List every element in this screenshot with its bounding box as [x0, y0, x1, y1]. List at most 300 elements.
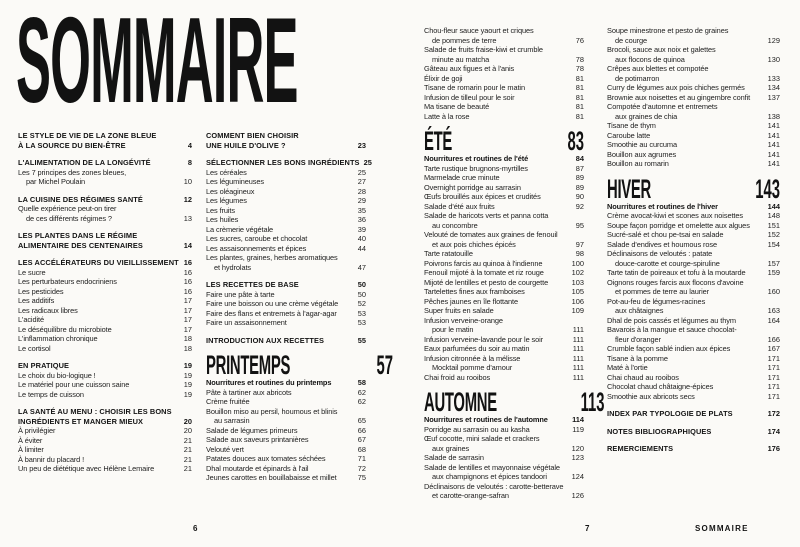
entry-page-number: 44 — [357, 243, 366, 253]
toc-entry-row — [206, 141, 366, 151]
entry-page-number: 19 — [183, 389, 192, 399]
entry-page-number: 143 — [755, 173, 780, 204]
toc-column-1 — [18, 131, 192, 474]
entry-label: Tisane à la pomme — [607, 353, 668, 363]
entry-page-number: 25 — [357, 167, 366, 177]
section-heading — [607, 444, 780, 454]
toc-entry — [424, 425, 584, 435]
entry-label: À privilégier — [18, 426, 56, 435]
entry-page-number: 20 — [183, 426, 192, 435]
section-heading — [18, 361, 192, 371]
entry-label: Le sucre — [18, 267, 46, 277]
entry-page-number: 130 — [767, 54, 780, 64]
toc-entry — [424, 354, 584, 364]
toc-entry — [424, 112, 584, 122]
entry-label: La crèmerie végétale — [206, 224, 274, 234]
entry-page-number: 172 — [767, 409, 780, 418]
entry-page-number: 98 — [575, 249, 584, 258]
toc-entry-row — [206, 407, 366, 417]
toc-entry-row — [607, 74, 780, 84]
entry-label: douce-carotte et courge-spiruline — [615, 258, 720, 268]
toc-entry-row — [424, 64, 584, 74]
toc-entry-row — [424, 230, 584, 240]
toc-entry-row — [424, 83, 584, 93]
toc-entry — [607, 249, 780, 268]
toc-entry — [424, 192, 584, 202]
entry-label: aux graines — [432, 443, 470, 453]
toc-entry — [18, 268, 192, 278]
entry-page-number: 16 — [183, 286, 192, 296]
toc-entry — [206, 464, 366, 474]
entry-label: Tisane de romarin pour le matin — [424, 83, 525, 92]
toc-entry-row — [424, 278, 584, 288]
entry-label: INGRÉDIENTS ET MANGER MIEUX — [18, 416, 144, 426]
toc-entry — [206, 215, 366, 225]
toc-entry-row — [424, 102, 584, 112]
season-heading — [424, 126, 584, 156]
entry-page-number: 171 — [767, 353, 780, 363]
toc-entry — [607, 45, 780, 64]
entry-page-number: 17 — [183, 296, 192, 305]
entry-page-number: 21 — [183, 435, 192, 445]
toc-entry-row — [424, 221, 584, 231]
toc-entry-row — [424, 112, 584, 122]
entry-label: Bouillon au romarin — [607, 159, 669, 168]
toc-entry-row — [206, 388, 366, 398]
entry-page-number: 133 — [767, 73, 780, 83]
toc-entry — [18, 277, 192, 287]
toc-entry — [607, 354, 780, 364]
entry-label: Les fruits — [206, 205, 235, 215]
entry-label: Les pesticides — [18, 286, 64, 296]
entry-label: et aux pois chiches épicés — [432, 239, 516, 249]
entry-page-number: 120 — [571, 443, 584, 453]
entry-page-number: 58 — [357, 378, 366, 387]
toc-entry-row — [424, 434, 584, 444]
entry-page-number: 8 — [187, 158, 192, 167]
toc-entry-row — [607, 354, 780, 364]
toc-entry-row — [424, 306, 584, 316]
entry-label: LES RECETTES DE BASE — [206, 280, 299, 289]
toc-entry-row — [206, 225, 366, 235]
toc-entry-row — [424, 45, 584, 55]
entry-label: Chai chaud au rooibos — [607, 372, 679, 382]
entry-page-number: 160 — [767, 287, 780, 296]
entry-label: Salade de légumes primeurs — [206, 425, 298, 435]
entry-page-number: 141 — [767, 140, 780, 149]
toc-entry-row — [206, 187, 366, 197]
toc-entry — [206, 388, 366, 398]
entry-page-number: 71 — [357, 454, 366, 463]
toc-entry — [424, 211, 584, 230]
toc-entry — [424, 202, 584, 212]
toc-entry-row — [206, 131, 366, 141]
entry-page-number: 78 — [575, 54, 584, 64]
entry-page-number: 18 — [183, 343, 192, 353]
toc-entry — [206, 318, 366, 328]
entry-label: UNE HUILE D'OLIVE ? — [206, 140, 286, 150]
entry-label: Les assaisonnements et épices — [206, 243, 307, 253]
entry-page-number: 95 — [575, 220, 584, 230]
entry-page-number: 16 — [183, 267, 192, 277]
toc-entry-row — [607, 64, 780, 74]
toc-entry — [607, 211, 780, 221]
entry-page-number: 105 — [571, 287, 584, 296]
entry-label: Curry de légumes aux pois chiches germés — [607, 83, 745, 92]
entry-label: À bannir du placard ! — [18, 454, 85, 464]
entry-label: par Michel Poulain — [26, 177, 85, 186]
toc-entry-row — [424, 453, 584, 463]
entry-label: Tarte ratatouille — [424, 249, 473, 258]
toc-entry — [424, 434, 584, 453]
entry-page-number: 10 — [183, 177, 192, 186]
toc-entry-row — [424, 173, 584, 183]
toc-entry-row — [424, 164, 584, 174]
toc-entry-row — [424, 211, 584, 221]
section-heading — [607, 427, 780, 437]
entry-label: aux flocons de quinoa — [615, 54, 685, 64]
entry-label: Velouté de tomates aux graines de fenouil — [424, 230, 558, 239]
entry-label: Smoothie au curcuma — [607, 140, 677, 149]
entry-page-number: 68 — [357, 444, 366, 454]
entry-page-number: 89 — [575, 182, 584, 192]
entry-label: aux champignons et épices tandoori — [432, 472, 547, 481]
toc-entry-row — [206, 454, 366, 464]
entry-page-number: 90 — [575, 192, 584, 201]
entry-page-number: 81 — [575, 83, 584, 92]
entry-page-number: 50 — [357, 280, 366, 289]
toc-entry-row — [607, 230, 780, 240]
entry-label: Salade aux saveurs printanières — [206, 435, 309, 444]
entry-label: INDEX PAR TYPOLOGIE DE PLATS — [607, 409, 733, 418]
toc-entry — [424, 74, 584, 84]
entry-page-number: 174 — [767, 426, 780, 436]
season-title: ÉTÉ — [424, 126, 453, 156]
entry-page-number: 171 — [767, 382, 780, 391]
entry-page-number: 28 — [357, 186, 366, 196]
entry-label: Mijoté de lentilles et pesto de courgette — [424, 277, 549, 287]
toc-entry-row — [18, 464, 192, 474]
toc-entry — [424, 344, 584, 354]
entry-label: Pêches jaunes en île flottante — [424, 296, 518, 306]
toc-entry — [424, 83, 584, 93]
toc-entry-row — [18, 436, 192, 446]
toc-entry — [18, 204, 192, 223]
toc-entry-row — [206, 158, 372, 168]
toc-entry-row — [607, 26, 780, 36]
entry-label: Les oléagineux — [206, 186, 255, 196]
entry-page-number: 19 — [183, 370, 192, 380]
entry-label: Patates douces aux tomates séchées — [206, 454, 326, 463]
entry-page-number: 29 — [357, 196, 366, 205]
toc-entry-row — [18, 407, 192, 417]
toc-entry-row — [206, 309, 366, 319]
entry-page-number: 89 — [575, 173, 584, 182]
entry-page-number: 4 — [187, 140, 192, 150]
toc-entry-row — [607, 259, 780, 269]
toc-entry-row — [607, 325, 780, 335]
toc-column-3 — [424, 26, 605, 501]
entry-label: Salade d'été aux fruits — [424, 201, 495, 211]
entry-label: Tartelettes fines aux framboises — [424, 287, 525, 296]
entry-label: Nourritures et routines de l'hiver — [607, 201, 718, 211]
toc-entry-row — [206, 234, 366, 244]
entry-page-number: 53 — [357, 308, 366, 318]
section-heading — [18, 231, 192, 250]
entry-page-number: 97 — [575, 239, 584, 249]
entry-label: Faire un assaisonnement — [206, 318, 287, 327]
entry-label: Porridge au sarrasin ou au kasha — [424, 424, 530, 434]
entry-page-number: 166 — [767, 334, 780, 344]
entry-label: Gâteau aux figues et à l'anis — [424, 64, 515, 73]
entry-label: Les plantes, graines, herbes aromatiques — [206, 253, 338, 262]
entry-label: Brownie aux noisettes et au gingembre confit — [607, 92, 751, 102]
entry-label: Déclinaisons de veloutés : carotte-betterave — [424, 481, 564, 491]
entry-label: Crumble façon sablé indien aux épices — [607, 344, 731, 353]
entry-page-number: 55 — [357, 335, 366, 345]
toc-entry-row — [607, 306, 780, 316]
entry-label: Le choix du bio-logique ! — [18, 370, 96, 380]
entry-label: Crème avocat-kiwi et scones aux noisettes — [607, 211, 743, 220]
entry-page-number: 159 — [767, 268, 780, 277]
toc-entry — [18, 315, 192, 325]
toc-entry — [607, 278, 780, 297]
toc-entry — [607, 325, 780, 344]
entry-page-number: 157 — [767, 258, 780, 268]
toc-entry-row — [206, 336, 366, 346]
toc-entry — [424, 102, 584, 112]
toc-entry-row — [607, 344, 780, 354]
toc-entry-row — [18, 390, 192, 400]
toc-entry-row — [18, 204, 192, 214]
toc-entry-row — [607, 444, 780, 454]
toc-entry-row — [424, 463, 584, 473]
toc-entry-row — [424, 26, 584, 36]
toc-entry — [607, 240, 780, 250]
entry-page-number: 16 — [183, 258, 192, 267]
toc-entry-row — [18, 177, 192, 187]
entry-label: Compotée d'automne et entremets — [607, 102, 718, 111]
entry-label: Salade de haricots verts et panna cotta — [424, 211, 549, 220]
entry-page-number: 17 — [183, 305, 192, 315]
entry-label: Les radicaux libres — [18, 305, 78, 315]
entry-label: Caroube latte — [607, 130, 651, 140]
entry-label: Bouillon miso au persil, houmous et blinis — [206, 406, 338, 416]
entry-label: INTRODUCTION AUX RECETTES — [206, 335, 325, 345]
toc-entry-row — [607, 121, 780, 131]
entry-page-number: 171 — [767, 363, 780, 372]
toc-entry-row — [206, 318, 366, 328]
toc-entry-row — [18, 277, 192, 287]
season-title: PRINTEMPS — [206, 350, 291, 380]
toc-entry-row — [206, 299, 366, 309]
toc-entry-row — [424, 482, 584, 492]
toc-entry — [607, 297, 780, 316]
toc-entry-row — [607, 278, 780, 288]
toc-entry — [424, 230, 584, 249]
toc-entry-row — [607, 249, 780, 259]
entry-page-number: 18 — [183, 334, 192, 343]
toc-entry — [18, 455, 192, 465]
section-heading — [18, 407, 192, 426]
entry-page-number: 66 — [357, 425, 366, 435]
toc-entry — [607, 150, 780, 160]
entry-page-number: 176 — [767, 444, 780, 453]
toc-entry — [18, 436, 192, 446]
entry-page-number: 62 — [357, 387, 366, 397]
season-title: HIVER — [607, 173, 652, 204]
toc-entry-row — [607, 373, 780, 383]
entry-label: Jeunes carottes en bouillabaisse et millet — [206, 473, 337, 482]
toc-entry-row — [18, 158, 192, 168]
right-page-number: 7 — [585, 524, 590, 533]
entry-page-number: 141 — [767, 121, 780, 130]
entry-label: Faire une boisson ou une crème végétale — [206, 299, 339, 308]
section-heading — [206, 131, 366, 150]
entry-label: ALIMENTAIRE DES CENTENAIRES — [18, 240, 143, 250]
entry-page-number: 78 — [575, 64, 584, 73]
entry-label: de pommes de terre — [432, 35, 497, 45]
toc-entry — [424, 64, 584, 74]
entry-label: Bouillon aux agrumes — [607, 149, 677, 159]
entry-label: Chou-fleur sauce yaourt et criques — [424, 26, 534, 35]
entry-label: Infusion de tilleul pour le soir — [424, 92, 515, 102]
entry-page-number: 102 — [571, 268, 584, 277]
entry-label: Tarte rustique brugnons-myrtilles — [424, 163, 528, 173]
toc-entry-row — [18, 168, 192, 178]
toc-entry-row — [18, 315, 192, 325]
entry-page-number: 12 — [183, 194, 192, 204]
toc-entry — [206, 454, 366, 464]
entry-label: Infusion citronnée à la mélisse — [424, 353, 521, 363]
entry-label: Le déséquilibre du microbiote — [18, 324, 112, 334]
entry-page-number: 65 — [357, 416, 366, 425]
entry-label: de ces différents régimes ? — [26, 213, 112, 223]
entry-page-number: 72 — [357, 463, 366, 473]
entry-label: Crème fruitée — [206, 397, 250, 406]
entry-page-number: 129 — [767, 35, 780, 45]
entry-page-number: 39 — [357, 224, 366, 234]
toc-entry-row — [206, 435, 366, 445]
entry-label: Les légumineuses — [206, 177, 264, 186]
toc-entry-row — [18, 195, 192, 205]
entry-page-number: 119 — [572, 424, 584, 434]
toc-entry — [18, 371, 192, 381]
entry-label: Le cortisol — [18, 343, 51, 353]
entry-label: Quelle expérience peut-on tirer — [18, 204, 117, 213]
left-page-number: 6 — [193, 524, 198, 533]
toc-entry-row — [607, 316, 780, 326]
toc-entry-row — [18, 306, 192, 316]
toc-entry-row — [607, 112, 780, 122]
entry-page-number: 35 — [357, 205, 366, 215]
entry-label: Ma tisane de beauté — [424, 102, 490, 111]
toc-entry — [206, 206, 366, 216]
toc-entry-row — [18, 455, 192, 465]
toc-entry-row — [424, 425, 584, 435]
toc-entry-row — [607, 297, 780, 307]
toc-entry — [18, 464, 192, 474]
toc-entry — [424, 164, 584, 174]
toc-entry — [18, 325, 192, 335]
toc-entry — [206, 473, 366, 483]
season-heading — [424, 387, 605, 417]
toc-entry — [607, 221, 780, 231]
toc-entry-row — [607, 240, 780, 250]
entry-label: aux châtaignes — [615, 306, 664, 315]
toc-entry — [206, 309, 366, 319]
entry-label: Super fruits en salade — [424, 306, 494, 315]
entry-label: Crêpes aux blettes et compotée — [607, 64, 709, 73]
entry-label: minute au matcha — [432, 54, 490, 64]
toc-entry-row — [206, 263, 366, 273]
toc-entry-row — [18, 268, 192, 278]
entry-page-number: 126 — [571, 491, 584, 500]
toc-entry — [206, 426, 366, 436]
toc-entry — [424, 268, 584, 278]
entry-page-number: 111 — [572, 353, 584, 363]
toc-entry — [206, 397, 366, 407]
toc-entry-row — [424, 55, 584, 65]
toc-entry — [607, 268, 780, 278]
toc-entry — [424, 26, 584, 45]
toc-entry — [18, 380, 192, 390]
toc-entry — [18, 426, 192, 436]
toc-entry-row — [18, 334, 192, 344]
toc-entry-row — [607, 45, 780, 55]
toc-entry-row — [18, 361, 192, 371]
toc-entry-row — [206, 206, 366, 216]
toc-entry — [607, 159, 780, 169]
toc-entry-row — [424, 373, 584, 383]
toc-entry-row — [424, 249, 584, 259]
toc-entry — [607, 64, 780, 83]
toc-entry-row — [424, 335, 584, 345]
entry-label: Soupe minestrone et pesto de graines — [607, 26, 729, 35]
entry-page-number: 103 — [571, 277, 584, 287]
entry-page-number: 53 — [357, 318, 366, 327]
toc-entry-row — [18, 241, 192, 251]
entry-label: Maté à l'ortie — [607, 363, 648, 372]
entry-page-number: 87 — [575, 163, 584, 173]
entry-label: Élixir de goji — [424, 73, 463, 83]
entry-label: Déclinaisons de veloutés : patate — [607, 249, 713, 258]
toc-entry-row — [206, 244, 366, 254]
toc-entry-row — [206, 177, 366, 187]
toc-column-4 — [607, 26, 780, 454]
toc-entry-row — [18, 371, 192, 381]
entry-label: et carotte-orange-safran — [432, 491, 509, 500]
section-heading — [18, 195, 192, 205]
entry-page-number: 36 — [357, 215, 366, 224]
entry-page-number: 13 — [183, 213, 192, 223]
entry-page-number: 111 — [572, 325, 584, 334]
entry-label: Poivrons farcis au quinoa à l'indienne — [424, 258, 543, 268]
toc-entry — [18, 287, 192, 297]
entry-page-number: 84 — [575, 154, 584, 163]
toc-entry — [18, 306, 192, 316]
section-heading — [206, 280, 366, 290]
entry-label: et hydrolats — [214, 262, 252, 272]
entry-label: Les huiles — [206, 215, 239, 224]
toc-entry — [424, 335, 584, 345]
entry-page-number: 81 — [575, 92, 584, 102]
entry-label: Chai froid au rooibos — [424, 372, 491, 382]
toc-entry-row — [18, 426, 192, 436]
toc-entry — [607, 373, 780, 383]
entry-label: À LA SOURCE DU BIEN-ÊTRE — [18, 140, 126, 150]
entry-label: Pâte à tartiner aux abricots — [206, 387, 292, 397]
